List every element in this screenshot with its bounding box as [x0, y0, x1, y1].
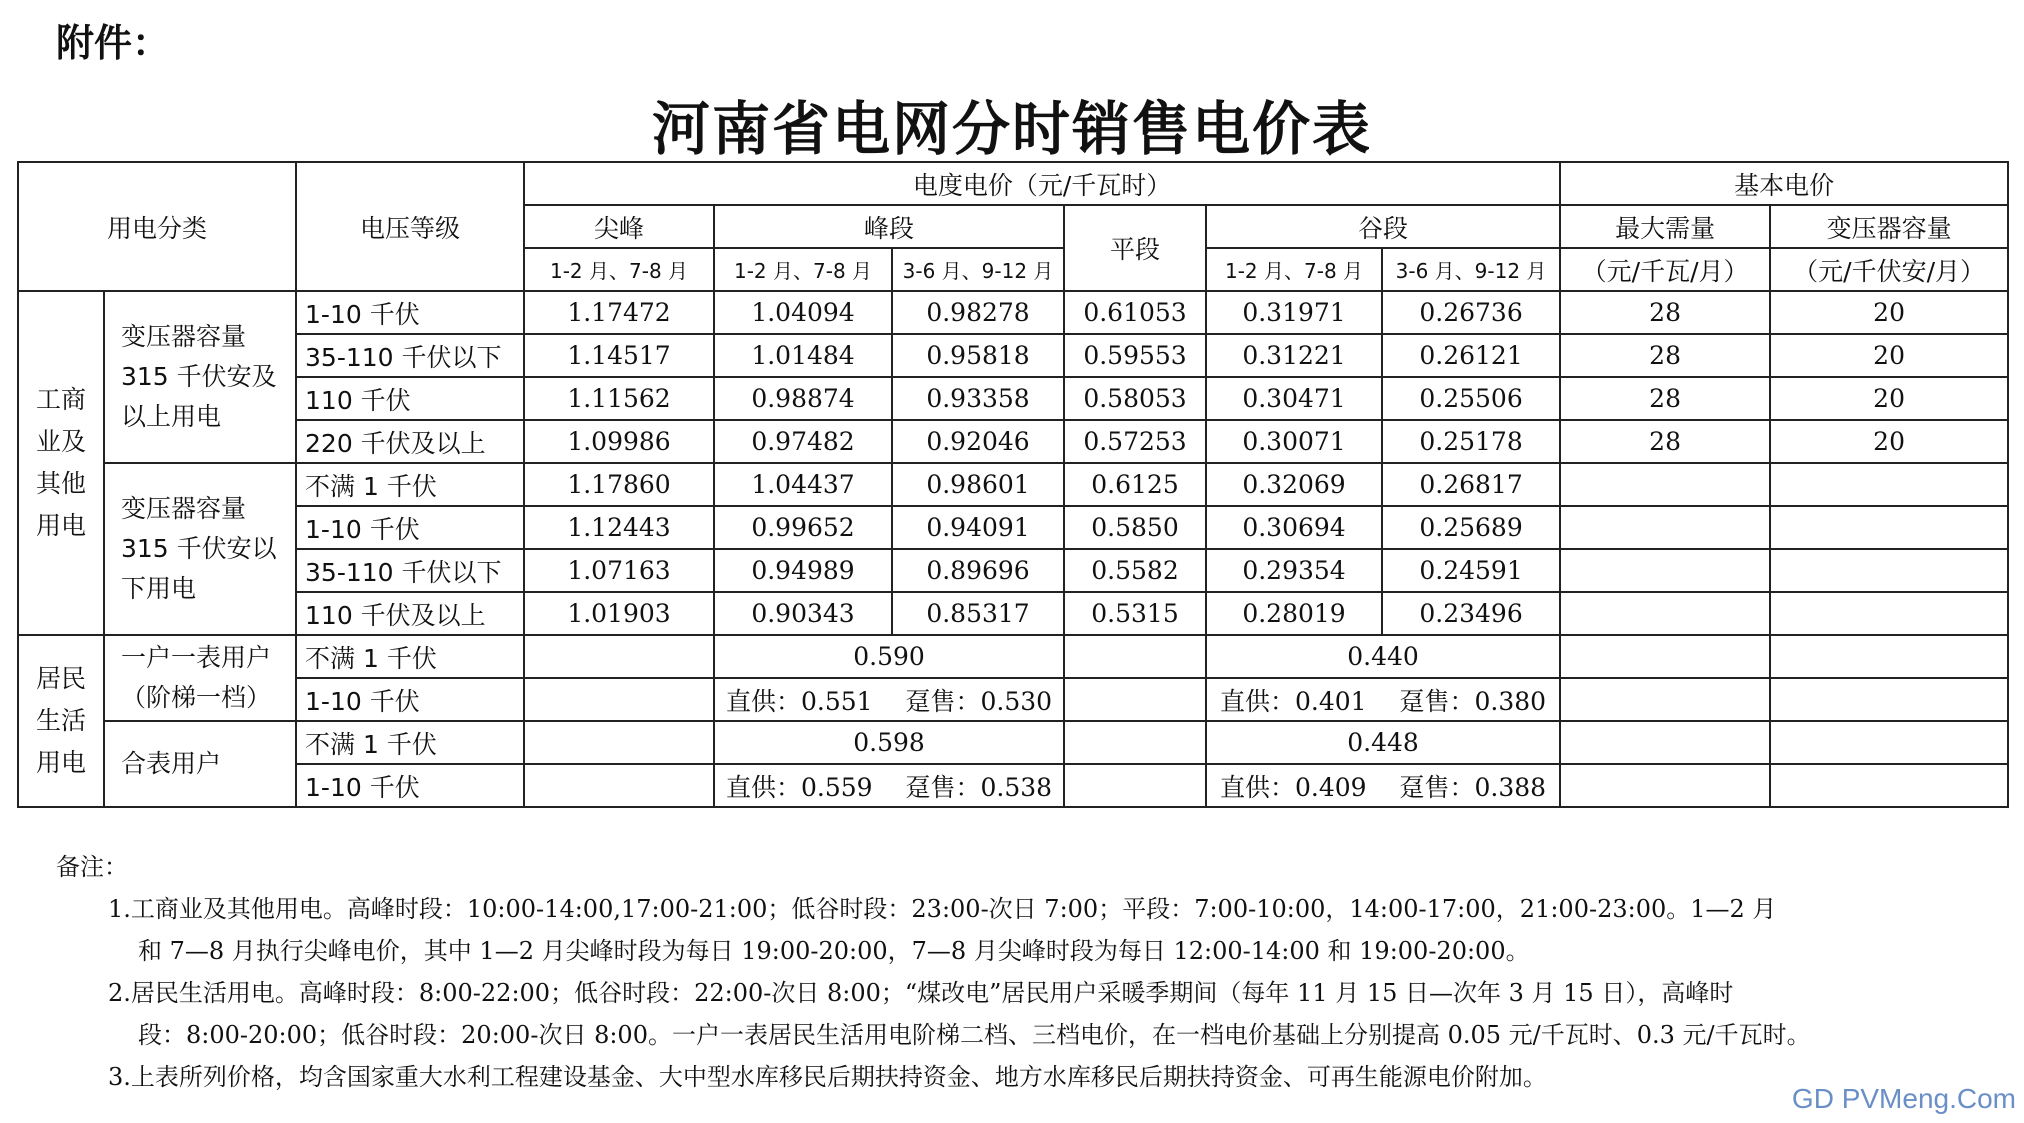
header-peak: 峰段: [714, 205, 1064, 248]
empty-cell: [1770, 592, 2008, 635]
empty-cell: [1560, 635, 1770, 678]
residential-valley-price: 直供：0.409 趸售：0.388: [1206, 764, 1560, 807]
residential-peak-price: 0.590: [714, 635, 1064, 678]
flat-price: 0.6125: [1064, 463, 1206, 506]
note-2-line-1: 2.居民生活用电。高峰时段：8:00-22:00；低谷时段：22:00-次日 8:00；“煤改电”居民用户采暖季期间（每年 11 月 15 日—次年 3 月 15 日），高峰时: [108, 979, 1734, 1007]
peak-price-a: 0.90343: [714, 592, 892, 635]
peak-price-b: 0.94091: [892, 506, 1064, 549]
header-voltage: 电压等级: [296, 162, 524, 291]
valley-price-b: 0.26817: [1382, 463, 1560, 506]
group-industrial: 工商业及其他用电: [18, 291, 104, 635]
capacity-price: 20: [1770, 377, 2008, 420]
notes-section: [56, 846, 1986, 1098]
valley-price-a: 0.30071: [1206, 420, 1382, 463]
peak-price-b: 0.95818: [892, 334, 1064, 377]
peak-price-a: 0.94989: [714, 549, 892, 592]
empty-cell: [1560, 592, 1770, 635]
residential-valley-price: 0.440: [1206, 635, 1560, 678]
valley-price-a: 0.31971: [1206, 291, 1382, 334]
peak-price-b: 0.89696: [892, 549, 1064, 592]
table-row: [18, 506, 2008, 549]
group-residential: 居民生活用电: [18, 635, 104, 807]
valley-price-b: 0.26121: [1382, 334, 1560, 377]
max-demand-price: 28: [1560, 334, 1770, 377]
header-base-price: 基本电价: [1560, 162, 2008, 205]
table-row: [18, 635, 2008, 678]
peak-price-a: 0.97482: [714, 420, 892, 463]
subgroup-industrial-below: 变压器容量 315 千伏安以下用电: [104, 463, 296, 635]
flat-price: 0.5315: [1064, 592, 1206, 635]
sharp-price: 1.14517: [524, 334, 714, 377]
sharp-price: 1.07163: [524, 549, 714, 592]
table-row: [18, 549, 2008, 592]
sharp-price: 1.01903: [524, 592, 714, 635]
table-row: [18, 764, 2008, 807]
peak-price-a: 1.04094: [714, 291, 892, 334]
empty-cell: [1770, 506, 2008, 549]
header-flat: 平段: [1064, 205, 1206, 291]
voltage-cell: 不满 1 千伏: [296, 721, 524, 764]
header-valley: 谷段: [1206, 205, 1560, 248]
capacity-price: 20: [1770, 291, 2008, 334]
voltage-cell: 35-110 千伏以下: [296, 549, 524, 592]
valley-price-b: 0.23496: [1382, 592, 1560, 635]
watermark: GD PVMeng.Com: [1791, 1083, 2016, 1114]
sharp-price: 1.17860: [524, 463, 714, 506]
residential-peak-price: 直供：0.551 趸售：0.530: [714, 678, 1064, 721]
residential-peak-price: 0.598: [714, 721, 1064, 764]
voltage-cell: 220 千伏及以上: [296, 420, 524, 463]
flat-price: 0.61053: [1064, 291, 1206, 334]
peak-price-a: 0.99652: [714, 506, 892, 549]
table-row: [18, 463, 2008, 506]
note-3: 3.上表所列价格，均含国家重大水利工程建设基金、大中型水库移民后期扶持资金、地方水库移民后期扶持资金、可再生能源电价附加。: [108, 1063, 1547, 1091]
peak-price-a: 0.98874: [714, 377, 892, 420]
empty-cell: [1560, 678, 1770, 721]
tou-price-table: [17, 161, 2009, 808]
table-row: [18, 291, 2008, 334]
peak-price-a: 1.01484: [714, 334, 892, 377]
valley-price-a: 0.30471: [1206, 377, 1382, 420]
voltage-cell: 不满 1 千伏: [296, 635, 524, 678]
flat-price: 0.5850: [1064, 506, 1206, 549]
table-row: [18, 420, 2008, 463]
header-category: 用电分类: [18, 162, 296, 291]
empty-cell: [524, 635, 714, 678]
valley-price-b: 0.26736: [1382, 291, 1560, 334]
header-valley-months-a: 1-2 月、7-8 月: [1206, 248, 1382, 291]
header-sharp-peak: 尖峰: [524, 205, 714, 248]
residential-valley-price: 0.448: [1206, 721, 1560, 764]
table-row: [18, 377, 2008, 420]
empty-cell: [524, 678, 714, 721]
note-1-line-2: 和 7—8 月执行尖峰电价，其中 1—2 月尖峰时段为每日 19:00-20:00，7—8 月尖峰时段为每日 12:00-14:00 和 19:00-20:00。: [138, 937, 1530, 965]
sharp-price: 1.09986: [524, 420, 714, 463]
peak-price-a: 1.04437: [714, 463, 892, 506]
flat-price: 0.5582: [1064, 549, 1206, 592]
header-transformer-capacity: 变压器容量: [1770, 205, 2008, 248]
flat-price: 0.57253: [1064, 420, 1206, 463]
empty-cell: [1560, 721, 1770, 764]
empty-cell: [1064, 678, 1206, 721]
voltage-cell: 1-10 千伏: [296, 506, 524, 549]
voltage-cell: 35-110 千伏以下: [296, 334, 524, 377]
page-title: 河南省电网分时销售电价表: [651, 95, 1372, 163]
empty-cell: [1064, 635, 1206, 678]
voltage-cell: 1-10 千伏: [296, 678, 524, 721]
voltage-cell: 110 千伏及以上: [296, 592, 524, 635]
sharp-price: 1.11562: [524, 377, 714, 420]
empty-cell: [1560, 549, 1770, 592]
table-row: [18, 721, 2008, 764]
empty-cell: [1064, 764, 1206, 807]
peak-price-b: 0.98278: [892, 291, 1064, 334]
empty-cell: [1770, 764, 2008, 807]
empty-cell: [1770, 678, 2008, 721]
subgroup-industrial-above: 变压器容量 315 千伏安及以上用电: [104, 291, 296, 463]
note-1-line-1: 1.工商业及其他用电。高峰时段：10:00-14:00,17:00-21:00；低谷时段：23:00-次日 7:00；平段：7:00-10:00，14:00-17:00，21:00-23:00。1—2 月: [108, 895, 1777, 923]
header-energy-price: 电度电价（元/千瓦时）: [524, 162, 1560, 205]
empty-cell: [1064, 721, 1206, 764]
note-2-line-2: 段：8:00-20:00；低谷时段：20:00-次日 8:00。一户一表居民生活用电阶梯二档、三档电价，在一档电价基础上分别提高 0.05 元/千瓦时、0.3 元/千瓦时。: [138, 1021, 1811, 1049]
max-demand-price: 28: [1560, 420, 1770, 463]
flat-price: 0.59553: [1064, 334, 1206, 377]
valley-price-b: 0.25689: [1382, 506, 1560, 549]
residential-peak-price: 直供：0.559 趸售：0.538: [714, 764, 1064, 807]
notes-label: 备注：: [56, 853, 128, 881]
header-sharp-months: 1-2 月、7-8 月: [524, 248, 714, 291]
max-demand-price: 28: [1560, 377, 1770, 420]
valley-price-b: 0.25506: [1382, 377, 1560, 420]
header-row-1: [18, 162, 2008, 205]
peak-price-b: 0.98601: [892, 463, 1064, 506]
empty-cell: [1770, 463, 2008, 506]
valley-price-b: 0.24591: [1382, 549, 1560, 592]
empty-cell: [1770, 721, 2008, 764]
max-demand-price: 28: [1560, 291, 1770, 334]
header-max-demand: 最大需量: [1560, 205, 1770, 248]
empty-cell: [524, 764, 714, 807]
valley-price-a: 0.32069: [1206, 463, 1382, 506]
peak-price-b: 0.85317: [892, 592, 1064, 635]
capacity-price: 20: [1770, 420, 2008, 463]
sharp-price: 1.17472: [524, 291, 714, 334]
valley-price-b: 0.25178: [1382, 420, 1560, 463]
header-peak-months-a: 1-2 月、7-8 月: [714, 248, 892, 291]
peak-price-b: 0.92046: [892, 420, 1064, 463]
voltage-cell: 110 千伏: [296, 377, 524, 420]
header-valley-months-b: 3-6 月、9-12 月: [1382, 248, 1560, 291]
empty-cell: [524, 721, 714, 764]
table-row: [18, 334, 2008, 377]
flat-price: 0.58053: [1064, 377, 1206, 420]
header-max-demand-unit: （元/千瓦/月）: [1560, 248, 1770, 291]
capacity-price: 20: [1770, 334, 2008, 377]
subgroup-residential-shared: 合表用户: [104, 721, 296, 807]
valley-price-a: 0.29354: [1206, 549, 1382, 592]
empty-cell: [1560, 506, 1770, 549]
residential-valley-price: 直供：0.401 趸售：0.380: [1206, 678, 1560, 721]
empty-cell: [1770, 635, 2008, 678]
valley-price-a: 0.28019: [1206, 592, 1382, 635]
attachment-label: 附件：: [56, 21, 171, 65]
subgroup-residential-single: 一户一表用户（阶梯一档）: [104, 635, 296, 721]
peak-price-b: 0.93358: [892, 377, 1064, 420]
empty-cell: [1560, 764, 1770, 807]
valley-price-a: 0.31221: [1206, 334, 1382, 377]
voltage-cell: 不满 1 千伏: [296, 463, 524, 506]
table-row: [18, 592, 2008, 635]
header-peak-months-b: 3-6 月、9-12 月: [892, 248, 1064, 291]
valley-price-a: 0.30694: [1206, 506, 1382, 549]
empty-cell: [1770, 549, 2008, 592]
table-row: [18, 678, 2008, 721]
header-transformer-capacity-unit: （元/千伏安/月）: [1770, 248, 2008, 291]
empty-cell: [1560, 463, 1770, 506]
sharp-price: 1.12443: [524, 506, 714, 549]
voltage-cell: 1-10 千伏: [296, 291, 524, 334]
voltage-cell: 1-10 千伏: [296, 764, 524, 807]
